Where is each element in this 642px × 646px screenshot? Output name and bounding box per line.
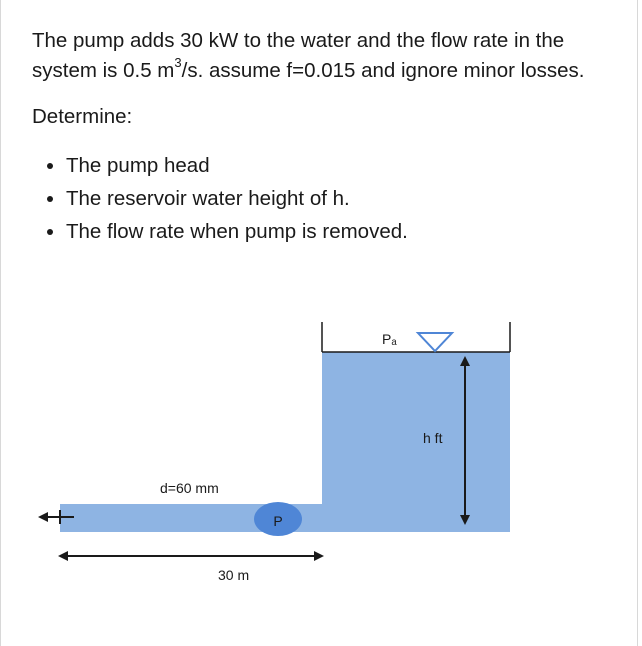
- problem-line-2b: /s. assume f=0.015 and ignore minor losses.: [181, 59, 585, 82]
- superscript-3: 3: [174, 55, 182, 71]
- pump-label: P: [273, 513, 283, 529]
- length-arrow-head-left: [58, 551, 68, 561]
- atmospheric-pressure-label: Pₐ: [382, 331, 397, 347]
- diameter-label: d=60 mm: [160, 480, 219, 496]
- problem-line-2a: system is 0.5 m: [32, 59, 175, 82]
- determine-heading: Determine:: [32, 105, 133, 128]
- length-label: 30 m: [218, 567, 250, 583]
- task-item-reservoir-height: • The reservoir water height of h.: [66, 183, 612, 214]
- task-item-flow-rate: • The flow rate when pump is removed.: [66, 216, 612, 247]
- length-arrow-head-right: [314, 551, 324, 561]
- task-item-pump-head: • The pump head: [66, 150, 612, 181]
- problem-line-1: The pump adds 30 kW to the water and the flow rate in the: [32, 29, 565, 52]
- outlet-arrow-head: [38, 512, 48, 522]
- free-surface-symbol: [418, 333, 452, 351]
- reservoir-water: [322, 352, 510, 532]
- height-label: h ft: [423, 430, 443, 446]
